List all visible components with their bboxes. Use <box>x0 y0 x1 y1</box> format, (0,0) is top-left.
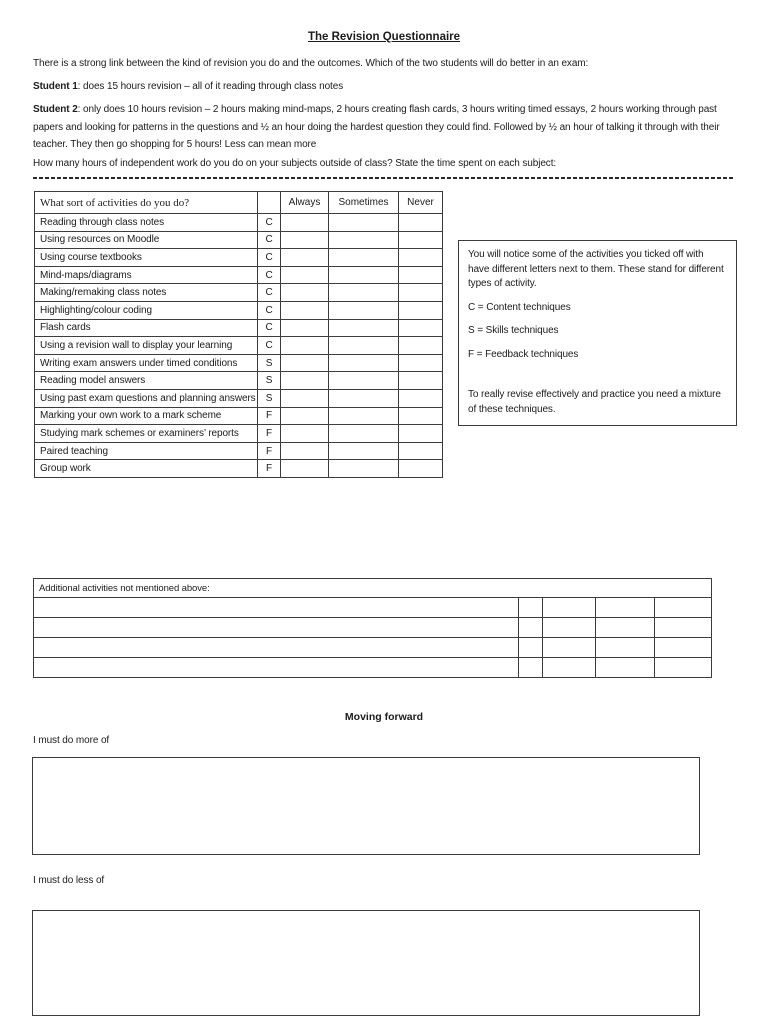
tick-cell-sometimes[interactable] <box>329 284 399 302</box>
letter-cell: C <box>258 214 281 232</box>
tick-cell-sometimes[interactable] <box>329 460 399 478</box>
tick-cell-always[interactable] <box>281 407 329 425</box>
additional-empty-row <box>34 598 712 618</box>
do-less-answer-box[interactable] <box>32 910 700 1016</box>
activity-cell: Making/remaking class notes <box>35 284 258 302</box>
activity-cell: Flash cards <box>35 319 258 337</box>
tick-cell-sometimes[interactable] <box>329 407 399 425</box>
tick-cell-always[interactable] <box>281 301 329 319</box>
activity-cell: Paired teaching <box>35 442 258 460</box>
tick-cell-always[interactable] <box>281 214 329 232</box>
sometimes-header: Sometimes <box>329 192 399 214</box>
tick-cell-never[interactable] <box>399 301 443 319</box>
letter-cell: C <box>258 301 281 319</box>
tick-cell-always[interactable] <box>281 319 329 337</box>
additional-tick-cell-never[interactable] <box>655 638 712 658</box>
tick-cell-sometimes[interactable] <box>329 214 399 232</box>
tick-cell-sometimes[interactable] <box>329 337 399 355</box>
letter-cell: F <box>258 460 281 478</box>
activity-row <box>35 337 443 355</box>
additional-activity-cell[interactable] <box>34 638 519 658</box>
activity-cell: Using past exam questions and planning answers <box>35 389 258 407</box>
tick-cell-never[interactable] <box>399 407 443 425</box>
additional-tick-cell-always[interactable] <box>543 598 596 618</box>
additional-tick-cell-always[interactable] <box>543 618 596 638</box>
tick-cell-always[interactable] <box>281 442 329 460</box>
additional-letter-cell[interactable] <box>519 638 543 658</box>
tick-cell-sometimes[interactable] <box>329 301 399 319</box>
activity-row <box>35 372 443 390</box>
hours-question: How many hours of independent work do you do on your subjects outside of class? State the time spent on each subject: <box>33 158 557 169</box>
additional-tick-cell-never[interactable] <box>655 618 712 638</box>
letter-cell: F <box>258 407 281 425</box>
additional-activity-cell[interactable] <box>34 598 519 618</box>
additional-tick-cell-sometimes[interactable] <box>596 618 655 638</box>
additional-empty-row <box>34 658 712 678</box>
never-header: Never <box>399 192 443 214</box>
feedback-key-line: F = Feedback techniques <box>468 348 579 360</box>
activity-row <box>35 442 443 460</box>
additional-letter-cell[interactable] <box>519 598 543 618</box>
additional-letter-cell[interactable] <box>519 658 543 678</box>
techniques-info-box <box>458 240 737 426</box>
activity-row <box>35 301 443 319</box>
letter-cell: C <box>258 337 281 355</box>
additional-tbody <box>34 579 712 678</box>
additional-tick-cell-never[interactable] <box>655 598 712 618</box>
letter-cell: S <box>258 354 281 372</box>
additional-tick-cell-sometimes[interactable] <box>596 658 655 678</box>
tick-cell-sometimes[interactable] <box>329 231 399 249</box>
tick-cell-never[interactable] <box>399 319 443 337</box>
activity-cell: Using resources on Moodle <box>35 231 258 249</box>
skills-key-line: S = Skills techniques <box>468 325 559 336</box>
activity-cell: Mind-maps/diagrams <box>35 266 258 284</box>
letter-cell: S <box>258 389 281 407</box>
tick-cell-never[interactable] <box>399 337 443 355</box>
tick-cell-always[interactable] <box>281 284 329 302</box>
info-closing-paragraph: To really revise effectively and practice you need a mixture of these techniques. <box>468 389 721 415</box>
activity-cell: Using a revision wall to display your learning <box>35 337 258 355</box>
student2-paragraph <box>33 101 737 154</box>
tick-cell-sometimes[interactable] <box>329 442 399 460</box>
tick-cell-never[interactable] <box>399 460 443 478</box>
letter-column-header <box>258 192 281 214</box>
tick-cell-never[interactable] <box>399 284 443 302</box>
page-title: The Revision Questionnaire <box>307 31 461 43</box>
additional-tick-cell-sometimes[interactable] <box>596 598 655 618</box>
student1-label: Student 1 <box>33 81 78 92</box>
activity-cell: Group work <box>35 460 258 478</box>
tick-cell-always[interactable] <box>281 249 329 267</box>
student2-text: : only does 10 hours revision – 2 hours making mind-maps, 2 hours creating flash cards, 3 hours writing timed essays, 2 hours working through past papers and looking for patterns in the questions and ½ an hour doing the hardest question they could find. Followed by ½ an hour of talking it through with their teacher. They then go shopping for 5 hours! Less can mean more <box>33 104 720 150</box>
activities-table <box>34 191 443 478</box>
additional-activity-cell[interactable] <box>34 618 519 638</box>
tick-cell-sometimes[interactable] <box>329 266 399 284</box>
letter-cell: C <box>258 319 281 337</box>
activity-row <box>35 389 443 407</box>
tick-cell-always[interactable] <box>281 389 329 407</box>
activities-header-row <box>35 192 443 214</box>
tick-cell-never[interactable] <box>399 425 443 443</box>
additional-empty-row <box>34 638 712 658</box>
activity-row <box>35 407 443 425</box>
tick-cell-always[interactable] <box>281 460 329 478</box>
letter-cell: C <box>258 231 281 249</box>
activities-tbody <box>35 214 443 478</box>
additional-empty-row <box>34 618 712 638</box>
activity-row <box>35 249 443 267</box>
additional-tick-cell-never[interactable] <box>655 658 712 678</box>
activities-question-header: What sort of activities do you do? <box>35 192 258 214</box>
tick-cell-sometimes[interactable] <box>329 354 399 372</box>
tick-cell-always[interactable] <box>281 372 329 390</box>
activity-cell: Reading through class notes <box>35 214 258 232</box>
activity-cell: Marking your own work to a mark scheme <box>35 407 258 425</box>
tick-cell-always[interactable] <box>281 231 329 249</box>
activity-row <box>35 425 443 443</box>
tick-cell-always[interactable] <box>281 266 329 284</box>
letter-cell: F <box>258 425 281 443</box>
tick-cell-never[interactable] <box>399 266 443 284</box>
do-more-answer-box[interactable] <box>32 757 700 855</box>
letter-cell: F <box>258 442 281 460</box>
additional-header-label: Additional activities not mentioned above: <box>34 579 712 598</box>
tick-cell-never[interactable] <box>399 354 443 372</box>
letter-cell: S <box>258 372 281 390</box>
tick-cell-never[interactable] <box>399 249 443 267</box>
tick-cell-never[interactable] <box>399 231 443 249</box>
additional-activity-cell[interactable] <box>34 658 519 678</box>
activity-row <box>35 354 443 372</box>
student2-label: Student 2 <box>33 104 78 115</box>
activity-cell: Using course textbooks <box>35 249 258 267</box>
activity-row <box>35 319 443 337</box>
always-header: Always <box>281 192 329 214</box>
tick-cell-always[interactable] <box>281 425 329 443</box>
tick-cell-sometimes[interactable] <box>329 389 399 407</box>
info-paragraph: You will notice some of the activities you ticked off with have different letters next to them. These stand for different types of activity. <box>468 249 724 289</box>
tick-cell-never[interactable] <box>399 214 443 232</box>
tick-cell-never[interactable] <box>399 442 443 460</box>
student1-text: : does 15 hours revision – all of it reading through class notes <box>77 81 344 92</box>
letter-cell: C <box>258 266 281 284</box>
tick-cell-sometimes[interactable] <box>329 249 399 267</box>
additional-letter-cell[interactable] <box>519 618 543 638</box>
tick-cell-never[interactable] <box>399 372 443 390</box>
activity-cell: Studying mark schemes or examiners’ reports <box>35 425 258 443</box>
activity-row <box>35 460 443 478</box>
additional-tick-cell-always[interactable] <box>543 658 596 678</box>
letter-cell: C <box>258 249 281 267</box>
activity-cell: Highlighting/colour coding <box>35 301 258 319</box>
content-key-line: C = Content techniques <box>468 301 571 313</box>
activity-cell: Writing exam answers under timed conditions <box>35 354 258 372</box>
activity-cell: Reading model answers <box>35 372 258 390</box>
student1-line <box>33 78 737 96</box>
tick-cell-always[interactable] <box>281 337 329 355</box>
do-more-label: I must do more of <box>33 735 110 746</box>
tick-cell-sometimes[interactable] <box>329 319 399 337</box>
additional-activities-table <box>33 578 712 678</box>
moving-forward-title: Moving forward <box>344 711 424 723</box>
tick-cell-always[interactable] <box>281 354 329 372</box>
additional-tick-cell-always[interactable] <box>543 638 596 658</box>
letter-cell: C <box>258 284 281 302</box>
dashed-divider <box>33 177 735 179</box>
activity-row <box>35 214 443 232</box>
additional-header-row <box>34 579 712 598</box>
additional-tick-cell-sometimes[interactable] <box>596 638 655 658</box>
tick-cell-sometimes[interactable] <box>329 425 399 443</box>
do-less-label: I must do less of <box>33 875 105 886</box>
tick-cell-never[interactable] <box>399 389 443 407</box>
intro-paragraph: There is a strong link between the kind of revision you do and the outcomes. Which of the two students will do better in an exam: <box>33 58 589 69</box>
activity-row <box>35 231 443 249</box>
tick-cell-sometimes[interactable] <box>329 372 399 390</box>
activity-row <box>35 266 443 284</box>
activity-row <box>35 284 443 302</box>
